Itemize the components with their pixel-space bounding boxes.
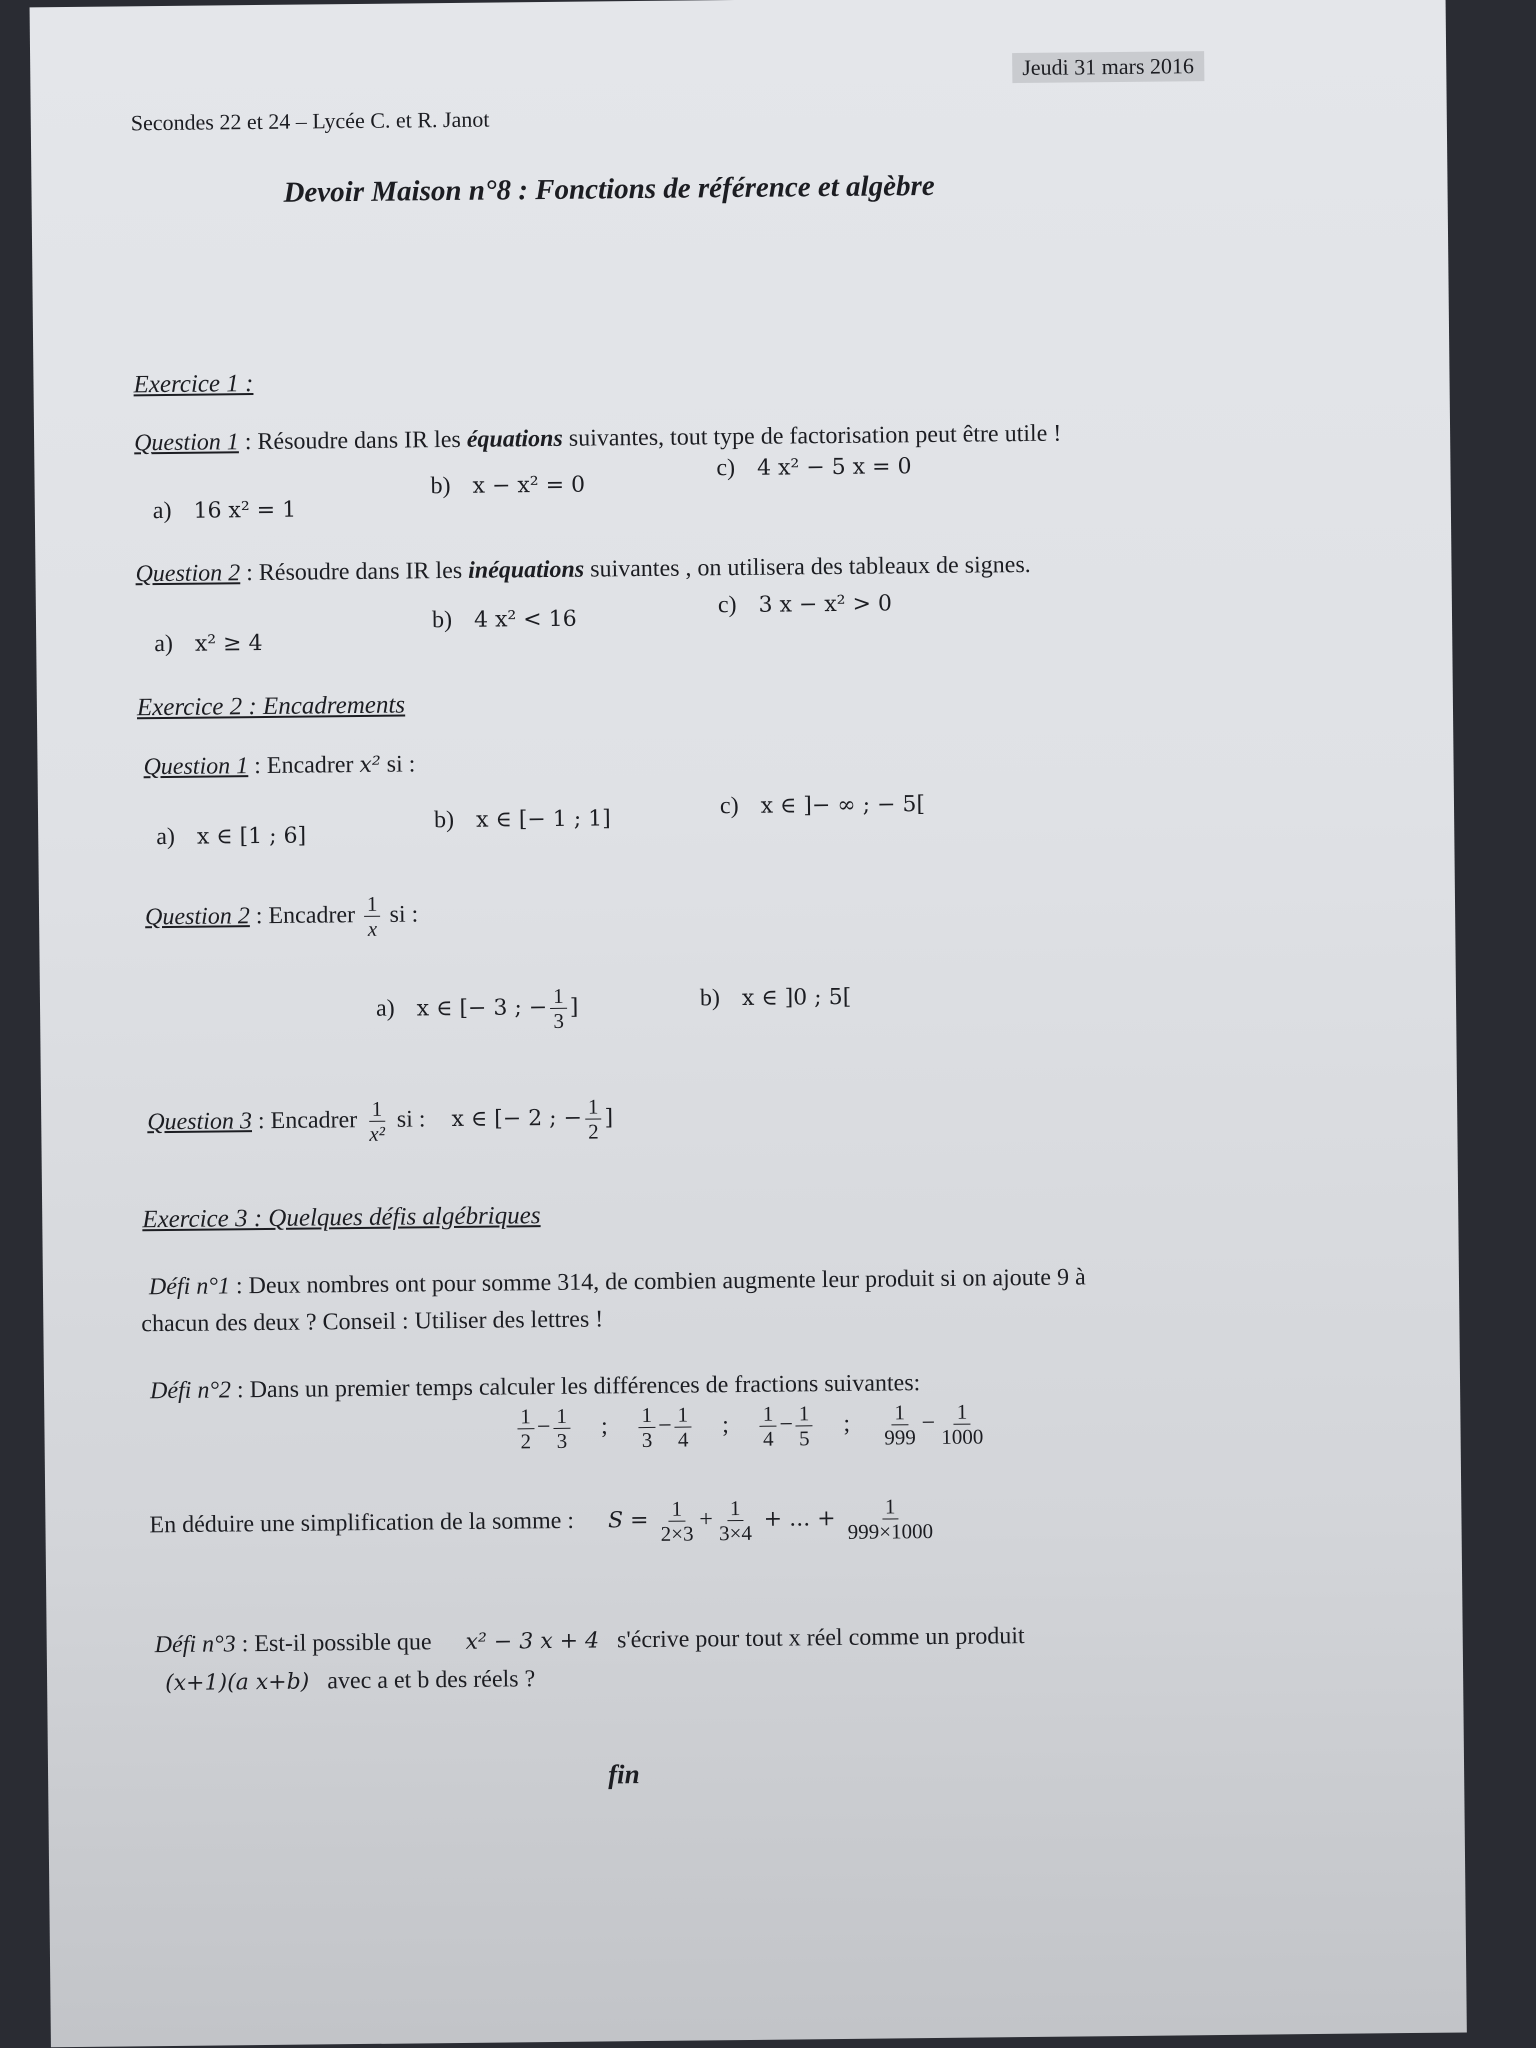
ex2-q2-text: : Encadrer [249, 902, 362, 930]
ex2-heading: Exercice 2 : Encadrements [136, 691, 406, 722]
ex1-q1-item-c [716, 453, 911, 482]
frac-numerator: 1 [674, 1403, 691, 1428]
ex2-q2-item-a [376, 984, 579, 1035]
item-fraction [550, 984, 567, 1033]
item-expr: x ∈ [− 3 ; − [416, 995, 548, 1022]
school-header: Secondes 22 et 24 – Lycée C. et R. Janot [130, 106, 490, 136]
item-expr: x − x² = 0 [472, 472, 586, 499]
frac-denominator: 2×3 [660, 1521, 694, 1547]
ex1-q1-label: Question 1 [134, 429, 239, 457]
ex3-d1-label: Défi n°1 [148, 1273, 231, 1301]
ex1-q2-keyword: inéquations [467, 556, 585, 584]
item-expr: x ∈ ]0 ; 5[ [741, 984, 852, 1011]
fraction [881, 1400, 919, 1450]
ex1-q2-item-a [154, 630, 263, 658]
ex2-q1-item-c [720, 791, 925, 820]
frac-numerator: 1 [760, 1402, 777, 1427]
item-letter: b) [433, 806, 455, 834]
frac-numerator: 1 [727, 1496, 744, 1521]
item-letter: b) [430, 473, 451, 500]
ex2-q3-label: Question 3 [147, 1108, 253, 1136]
item-letter: a) [152, 497, 172, 525]
ex1-q2-text-after: suivantes , on utilisera des tableaux de signes. [584, 551, 1031, 583]
frac-denominator: 3 [553, 1008, 565, 1034]
ex1-q2-item-c [718, 590, 892, 619]
fraction [674, 1403, 691, 1452]
fraction [796, 1401, 813, 1450]
frac-numerator: 1 [550, 984, 567, 1009]
ex2-q2-si: si : [389, 901, 419, 928]
frac-numerator: 1 [668, 1497, 685, 1522]
ex2-q2 [145, 891, 419, 943]
item-expr: 4 x² − 5 x = 0 [756, 454, 912, 481]
sum-lhs: S = [607, 1508, 649, 1534]
frac-denominator: 999 [884, 1425, 916, 1450]
frac-denominator: 2 [588, 1119, 599, 1144]
ex2-q2-label: Question 2 [144, 903, 250, 931]
item-expr: 16 x² = 1 [193, 497, 297, 524]
item-expr: x ∈ [1 ; 6] [196, 823, 307, 850]
ex1-q1-item-b [430, 472, 585, 501]
ex2-q1-item-a [156, 823, 306, 852]
item-letter: a) [154, 630, 174, 658]
frac-denominator: 3 [556, 1428, 568, 1454]
ex2-q1-target: x² [359, 752, 381, 778]
ex3-d2-label: Défi n°2 [149, 1377, 232, 1405]
item-letter: b) [431, 606, 453, 634]
exam-sheet [30, 0, 1467, 2047]
frac-denominator: 3 [641, 1428, 653, 1453]
frac-numerator: 1 [796, 1401, 813, 1426]
frac-numerator: 1 [369, 1097, 386, 1122]
ex2-q2-fraction [364, 892, 381, 941]
ex3-d2-deduce: En déduire une simplification de la somme : [149, 1507, 575, 1539]
item-letter: a) [156, 823, 176, 851]
footer-fin: fin [607, 1759, 640, 1790]
fraction [638, 1403, 655, 1452]
ex3-d3-label: Défi n°3 [154, 1631, 236, 1659]
ex3-d2-text: : Dans un premier temps calculer les différences de fractions suivantes: [230, 1370, 921, 1404]
frac-denominator: x [367, 916, 378, 942]
ex1-q2 [135, 552, 1030, 588]
frac-denominator: 1000 [941, 1424, 984, 1450]
frac-numerator: 1 [585, 1094, 602, 1119]
item-expr: x ∈ ]− ∞ ; − 5[ [760, 792, 926, 819]
ex1-q2-label: Question 2 [135, 560, 241, 588]
ex3-d3-expr1: x² − 3 x + 4 [465, 1628, 600, 1655]
ex2-q3-fraction [366, 1097, 388, 1147]
item-letter: c) [717, 592, 737, 619]
ex3-d2-sum: En déduire une simplification de la somme : S = $\frac{1}{2\times 3}$ + $\frac{1}{3\times 4}$ + ... + $\frac{1}{999\times 1000}$ [149, 1494, 939, 1552]
fraction [517, 1404, 534, 1453]
ex2-q1 [143, 751, 415, 781]
frac-denominator: 999×1000 [847, 1519, 934, 1545]
item-letter: b) [699, 985, 721, 1012]
frac-numerator: 1 [954, 1400, 971, 1425]
ex1-q2-item-b [432, 606, 577, 635]
ex3-d3-line1 [155, 1623, 1025, 1659]
frac-numerator: 1 [638, 1403, 655, 1428]
ex3-d2 [150, 1370, 920, 1405]
item-expr: 3 x − x² > 0 [758, 591, 893, 618]
frac-numerator: 1 [891, 1400, 908, 1425]
ex2-q3-fraction-2 [585, 1094, 602, 1143]
fraction [553, 1404, 570, 1453]
ex3-d1-line1 [149, 1264, 1086, 1301]
ex3-d3-expr2: (x+1)(a x+b) [164, 1669, 310, 1697]
ex2-q3-text: : Encadrer [251, 1107, 364, 1135]
ex3-d3-line2 [165, 1666, 535, 1697]
date: Jeudi 31 mars 2016 [1012, 51, 1204, 83]
ex2-q3-si: si : [396, 1106, 426, 1133]
sum-dots: + ... + [763, 1506, 836, 1532]
sum-term-3 [844, 1494, 936, 1544]
frac-numerator: 1 [882, 1494, 899, 1519]
fraction [760, 1402, 777, 1451]
ex1-heading: Exercice 1 : [133, 370, 254, 399]
frac-numerator: 1 [364, 892, 381, 917]
item-expr: 4 x² < 16 [473, 606, 577, 633]
ex1-q1 [134, 421, 1061, 458]
ex3-heading: Exercice 3 : Quelques défis algébriques [142, 1202, 541, 1234]
ex3-d1-line2: chacun des deux ? Conseil : Utiliser des lettres ! [141, 1306, 604, 1338]
sum-term-1 [657, 1496, 696, 1546]
item-letter: c) [719, 793, 739, 820]
ex1-q1-text-before: : Résoudre dans IR les [238, 426, 467, 456]
ex2-q3-expr: x ∈ [− 2 ; − [451, 1105, 583, 1133]
ex1-q1-item-a [153, 497, 297, 525]
frac-denominator: 5 [798, 1426, 810, 1451]
item-letter: a) [375, 995, 395, 1022]
frac-denominator: 4 [677, 1427, 689, 1452]
ex2-q3 [147, 1094, 613, 1148]
ex2-q3-expr-suffix: ] [604, 1105, 614, 1131]
fraction [938, 1399, 987, 1449]
ex3-d3-text2: s'écrive pour tout x réel comme un produit [616, 1623, 1025, 1654]
ex3-d3-text1: : Est-il possible que [235, 1629, 432, 1658]
frac-denominator: 2 [520, 1429, 532, 1454]
sum-term-2 [716, 1496, 755, 1546]
ex3-d1-text1: : Deux nombres ont pour somme 314, de combien augmente leur produit si on ajoute 9 à [229, 1264, 1086, 1300]
item-expr: x² ≥ 4 [194, 630, 263, 657]
page-title: Devoir Maison n°8 : Fonctions de référence et algèbre [283, 169, 935, 209]
item-expr: x ∈ [− 1 ; 1] [475, 806, 611, 833]
ex2-q1-label: Question 1 [143, 753, 249, 781]
ex2-q1-text: : Encadrer [248, 751, 360, 780]
ex3-d3-text3: avec a et b des réels ? [327, 1666, 536, 1695]
item-expr-suffix: ] [569, 994, 579, 1020]
item-letter: c) [716, 455, 736, 482]
frac-denominator: 3×4 [718, 1521, 753, 1546]
ex2-q1-item-b [434, 805, 611, 834]
frac-denominator: 4 [762, 1426, 774, 1451]
ex2-q2-item-b [700, 984, 852, 1013]
ex1-q1-keyword: équations [466, 425, 563, 453]
ex2-q1-si: si : [380, 751, 416, 778]
frac-denominator: x² [369, 1121, 386, 1147]
ex3-d2-fractions: $\frac{1}{2}$ − $\frac{1}{3}$ ; $\frac{1}{3}$ − $\frac{1}{4}$ ; $\frac{1}{4}$ − $\frac{1}{5}$ ; $\frac{1}{999}$ − $\frac{1}{1000}$ [514, 1399, 989, 1453]
ex1-q2-text-before: : Résoudre dans IR les [240, 557, 469, 587]
frac-numerator: 1 [517, 1404, 534, 1429]
ex1-q1-text-after: suivantes, tout type de factorisation peut être utile ! [562, 420, 1062, 452]
frac-numerator: 1 [553, 1404, 570, 1429]
